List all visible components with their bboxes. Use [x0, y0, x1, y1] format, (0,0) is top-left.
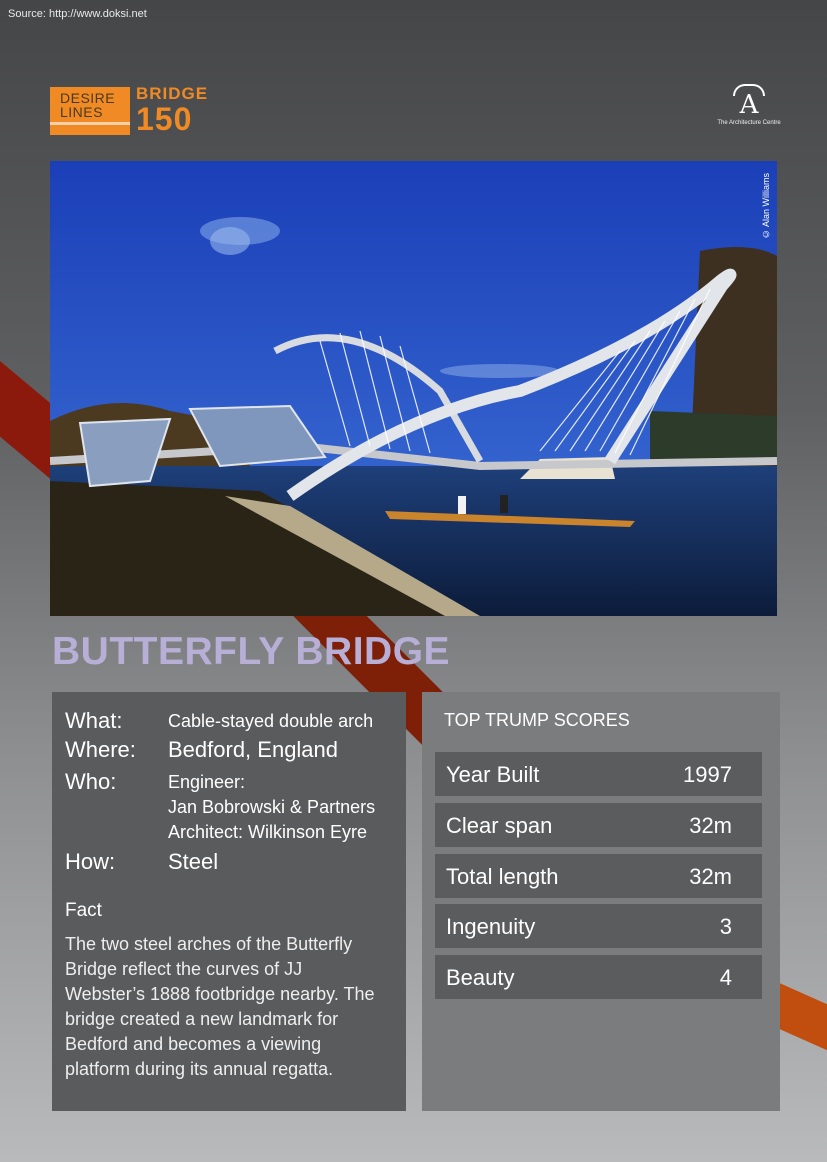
page-title: BUTTERFLY BRIDGE [52, 630, 451, 673]
scores-heading: TOP TRUMP SCORES [444, 710, 630, 730]
desire-lines-logo-line1: DESIRE [60, 90, 116, 106]
score-value: 32m [689, 864, 732, 889]
score-row-ingenuity [435, 904, 762, 948]
fact-heading: Fact [65, 900, 102, 921]
who-line-1: Engineer: [168, 772, 246, 792]
bridge-photo [50, 161, 777, 616]
info-panel [52, 692, 406, 1111]
desire-lines-logo [50, 87, 130, 135]
architecture-centre-logo [714, 84, 784, 126]
what-value: Cable-stayed double arch [168, 711, 374, 731]
score-row-total-length [435, 854, 762, 898]
how-label: How: [65, 849, 116, 874]
fact-text: The two steel arches of the Butterfly Bridge reflect the curves of JJ Webster’s 1888 footbridge nearby. The bridge created a new landmark for Bedford and becomes a viewing platform during its annual regatta. [65, 934, 375, 1079]
score-value: 32m [689, 813, 732, 838]
who-label: Who: [65, 769, 117, 794]
architecture-centre-caption: The Architecture Centre [717, 120, 781, 126]
photo-credit: © Alan Williams [761, 173, 771, 240]
desire-lines-logo-line2: LINES [60, 104, 103, 120]
score-row-beauty [435, 955, 762, 999]
who-line-2: Jan Bobrowski & Partners [168, 797, 376, 817]
score-label: Ingenuity [446, 914, 536, 939]
score-value: 4 [719, 965, 732, 990]
bridge-photo-illustration [50, 161, 777, 616]
where-label: Where: [65, 737, 136, 762]
scores-panel [422, 692, 780, 1111]
where-value: Bedford, England [168, 737, 339, 762]
score-row-year-built [435, 752, 762, 796]
bridge-150-logo-word: BRIDGE [136, 84, 209, 103]
score-label: Total length [446, 864, 559, 889]
desire-lines-logo-bar [50, 122, 130, 125]
bridge-150-logo [136, 85, 208, 135]
score-row-clear-span [435, 803, 762, 847]
score-label: Beauty [446, 965, 515, 990]
source-url: Source: http://www.doksi.net [8, 8, 147, 20]
score-label: Clear span [446, 813, 553, 838]
score-value: 3 [719, 914, 732, 939]
what-label: What: [65, 708, 123, 733]
who-line-3: Architect: Wilkinson Eyre [168, 822, 368, 842]
architecture-centre-mark: A [739, 90, 759, 120]
score-label: Year Built [446, 762, 540, 787]
score-value: 1997 [683, 762, 732, 787]
bridge-150-logo-number: 150 [136, 101, 193, 137]
how-value: Steel [168, 849, 219, 874]
